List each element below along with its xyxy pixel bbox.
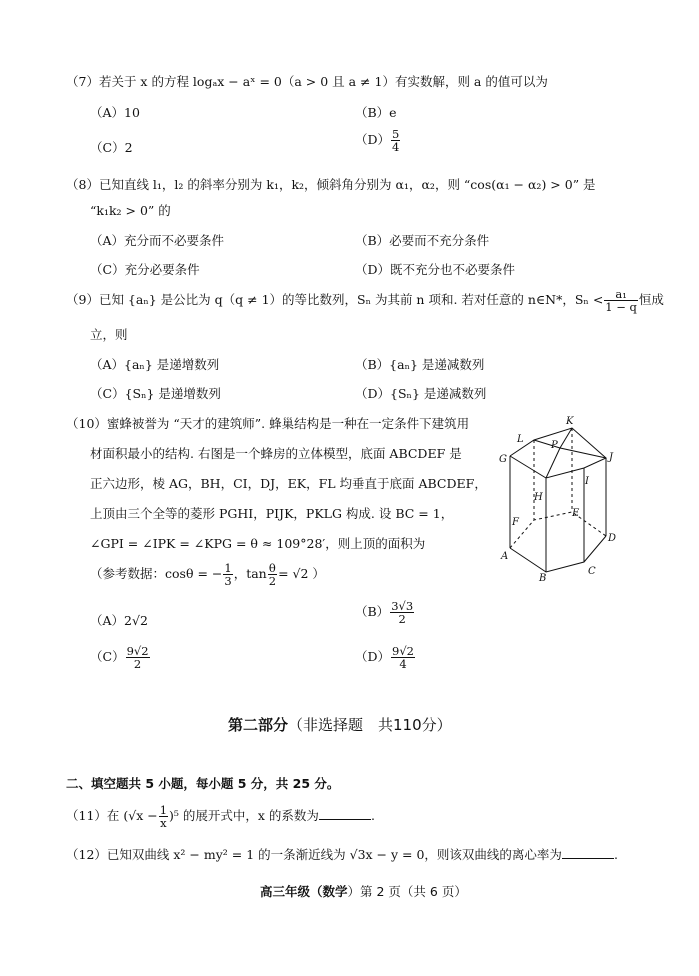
vertex-label-i: I	[585, 476, 589, 487]
q12-text-start: （12）已知双曲线 x² − my² = 1 的一条渐近线为 √3x − y = 0，则该双曲线的离心率为	[66, 847, 562, 862]
fraction-denominator: 2	[133, 657, 142, 672]
q12-answer-blank[interactable]	[562, 848, 614, 859]
q10-line-4: 上顶由三个全等的菱形 PGHI，PIJK，PKLG 构成. 设 BC = 1，	[90, 506, 454, 521]
vertex-label-c: C	[588, 566, 596, 577]
q9-fraction	[604, 288, 638, 313]
vertex-label-d: D	[608, 533, 617, 544]
q11-text-start: （11）在 (√x −	[66, 808, 158, 824]
ref-fraction-cos	[223, 562, 232, 587]
fraction-numerator: θ	[268, 561, 276, 575]
ref-text-end: = √2 ）	[278, 566, 325, 582]
part-two-title-sub: （非选择题 共110分）	[288, 716, 452, 734]
q11-text-mid: )⁵ 的展开式中，x 的系数为	[169, 808, 319, 824]
q8-option-d: （D）既不充分也不必要条件	[355, 262, 516, 277]
fraction-denominator: 4	[392, 140, 400, 155]
fraction-denominator: 3	[224, 574, 232, 589]
q12-stem	[66, 845, 618, 863]
q11-text-end: .	[370, 808, 375, 824]
q11-answer-blank[interactable]	[319, 809, 371, 820]
ref-text-mid: ，tan	[233, 566, 267, 582]
fill-in-section-heading: 二、填空题共 5 小题，每小题 5 分，共 25 分。	[66, 776, 340, 791]
q7-option-d	[355, 128, 401, 153]
q8-option-b: （B）必要而不充分条件	[355, 233, 490, 248]
q8-stem: （8）已知直线 l₁，l₂ 的斜率分别为 k₁，k₂，倾斜角分别为 α₁，α₂，则 “cos(α₁ − α₂) > 0” 是	[66, 177, 596, 192]
q7-option-d-label: （D）	[355, 132, 391, 148]
q9-option-a: （A）{aₙ} 是递增数列	[90, 357, 220, 372]
fraction-numerator: 5	[392, 127, 400, 141]
page-footer	[260, 882, 467, 900]
q10-option-c-fraction	[126, 645, 150, 670]
q8-stem-continued: “k₁k₂ > 0” 的	[90, 203, 171, 218]
q7-option-b: （B）e	[355, 105, 397, 120]
q10-option-d	[355, 645, 416, 670]
footer-grade: 高三年级（	[260, 884, 323, 899]
q10-line-1: （10）蜜蜂被誉为 “天才的建筑师”. 蜂巢结构是一种在一定条件下建筑用	[66, 416, 470, 431]
q10-line-2: 材面积最小的结构. 右图是一个蜂房的立体模型，底面 ABCDEF 是	[90, 446, 462, 461]
fraction-denominator: x	[160, 816, 167, 831]
vertex-label-g: G	[499, 454, 507, 465]
fraction-numerator: 9√2	[392, 644, 414, 658]
vertex-label-j: J	[609, 452, 614, 463]
vertex-label-f: F	[512, 517, 519, 528]
q10-option-d-label: （D）	[355, 649, 391, 665]
q11-stem	[66, 804, 375, 829]
q8-option-c: （C）充分必要条件	[90, 262, 200, 277]
figure-vertex-labels	[494, 410, 624, 585]
part-two-title	[228, 714, 452, 735]
ref-fraction-tan	[268, 562, 277, 587]
vertex-label-l: L	[517, 434, 524, 445]
q9-option-b: （B）{aₙ} 是递减数列	[355, 357, 485, 372]
fraction-numerator: 1	[224, 561, 232, 575]
q10-option-a: （A）2√2	[90, 613, 148, 628]
fraction-denominator: 1 − q	[605, 300, 637, 315]
fraction-denominator: 4	[399, 657, 407, 672]
fraction-numerator: 1	[159, 803, 168, 817]
q10-line-5: ∠GPI = ∠IPK = ∠KPG = θ ≈ 109°28′，则上顶的面积为	[90, 536, 426, 551]
vertex-label-a: A	[501, 551, 509, 562]
fraction-denominator: 2	[268, 574, 277, 589]
q9-option-c: （C）{Sₙ} 是递增数列	[90, 386, 221, 401]
q10-option-b	[355, 600, 415, 625]
q8-option-a: （A）充分而不必要条件	[90, 233, 225, 248]
q7-option-a: （A）10	[90, 105, 140, 120]
q9-stem-start: （9）已知 {aₙ} 是公比为 q（q ≠ 1）的等比数列，Sₙ 为其前 n 项和. 若对任意的 n∈N*，Sₙ <	[66, 292, 604, 308]
vertex-label-k: K	[566, 416, 574, 427]
fraction-denominator: 2	[398, 612, 406, 627]
q10-option-b-label: （B）	[355, 604, 390, 620]
part-two-title-main: 第二部分	[228, 716, 289, 734]
q7-stem: （7）若关于 x 的方程 logₐx − aˣ = 0（a > 0 且 a ≠ 1）有实数解，则 a 的值可以为	[66, 74, 548, 89]
q11-fraction	[159, 804, 168, 829]
q12-text-end: .	[613, 847, 618, 862]
vertex-label-p: P	[551, 440, 558, 451]
footer-subject: 数学	[322, 884, 348, 899]
footer-page-info: ）第 2 页（共 6 页）	[347, 884, 467, 899]
q9-stem-end: 恒成	[638, 292, 664, 308]
vertex-label-h: H	[534, 492, 543, 503]
q9-stem-continued: 立，则	[90, 327, 128, 342]
q10-reference-data	[90, 562, 325, 587]
ref-text-start: （参考数据：cosθ = −	[90, 566, 223, 582]
q9-stem	[66, 288, 664, 313]
q10-option-c-label: （C）	[90, 649, 125, 665]
vertex-label-e: E	[572, 508, 580, 519]
vertex-label-b: B	[539, 573, 547, 584]
q10-option-c	[90, 645, 151, 670]
q9-option-d: （D）{Sₙ} 是递减数列	[355, 386, 487, 401]
fraction-numerator: a₁	[604, 288, 638, 301]
q10-option-b-fraction	[390, 600, 414, 625]
fraction-numerator: 3√3	[391, 599, 414, 613]
q10-option-d-fraction	[391, 645, 415, 670]
q7-option-d-fraction	[391, 128, 400, 153]
fraction-numerator: 9√2	[126, 644, 149, 658]
q7-option-c: （C）2	[90, 140, 133, 155]
q10-line-3: 正六边形，棱 AG，BH，CI，DJ，EK，FL 均垂直于底面 ABCDEF，	[90, 476, 487, 491]
